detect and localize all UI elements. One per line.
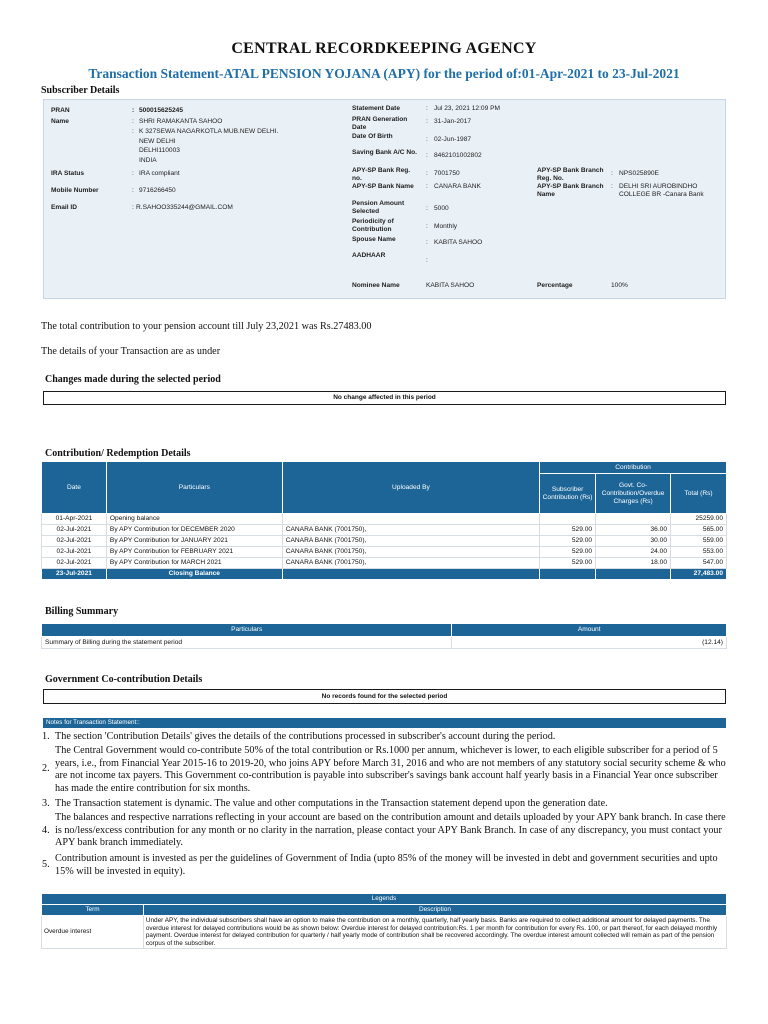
transaction-row bbox=[42, 536, 727, 547]
txn-govt-amount bbox=[596, 514, 671, 525]
billing-col-amount: Amount bbox=[452, 624, 727, 637]
col-uploaded-by: Uploaded By bbox=[282, 462, 539, 514]
pension-amount-value: 5000 bbox=[434, 205, 449, 212]
colon: : bbox=[132, 170, 134, 177]
note-number: 4. bbox=[42, 825, 50, 836]
txn-subscriber-amount: 529.00 bbox=[540, 558, 596, 569]
txn-particulars: Opening balance bbox=[106, 514, 282, 525]
legends-col-description: Description bbox=[143, 905, 726, 916]
pran-value: 500015625245 bbox=[139, 107, 184, 114]
percentage-label: Percentage bbox=[537, 282, 573, 289]
closing-date: 23-Jul-2021 bbox=[42, 569, 107, 580]
total-contribution-text: The total contribution to your pension account till July 23,2021 was Rs.27483.00 bbox=[41, 321, 372, 332]
aadhaar-label: AADHAAR bbox=[352, 252, 386, 259]
saving-account-value: 8462101002802 bbox=[434, 152, 482, 159]
closing-balance-row bbox=[42, 569, 727, 580]
txn-date: 02-Jul-2021 bbox=[42, 547, 107, 558]
dob-label: Date Of Birth bbox=[352, 133, 393, 140]
nominee-label: Nominee Name bbox=[352, 282, 400, 289]
txn-uploaded-by: CANARA BANK (7001750), bbox=[282, 525, 539, 536]
legend-description: Under APY, the individual subscribers shall have an option to make the contribution on a monthly, quarterly, half yearly basis. Banks are required to collect additional amount for delayed payments. The overdue interest for delayed contributions would be as shown below: Overdue interest for delayed contribution:Rs. 1 per month for contribution for every Rs. 100, or part thereof, for each delayed monthly payment. Overdue interest for delayed contribution for quarterly / half yearly mode of contribution shall be recovered accordingly. The overdue interest amount collected will remain as part of the pension corpus of the subscriber. bbox=[143, 916, 726, 949]
branch-reg-label: APY-SP Bank Branch Reg. No. bbox=[537, 167, 604, 182]
colon: : bbox=[426, 239, 428, 246]
ira-value: IRA compliant bbox=[139, 170, 180, 177]
note-text: The section 'Contribution Details' gives the details of the contributions processed in subscriber's account during the period. bbox=[55, 731, 556, 742]
note-text: The Transaction statement is dynamic. The value and other computations in the Transaction statement depend upon the generation date. bbox=[55, 798, 608, 809]
col-total: Total (Rs) bbox=[671, 474, 727, 514]
colon: : bbox=[132, 128, 134, 135]
email-value: R.SAHOO335244@GMAIL.COM bbox=[136, 204, 233, 211]
txn-subscriber-amount: 529.00 bbox=[540, 536, 596, 547]
txn-uploaded-by: CANARA BANK (7001750), bbox=[282, 536, 539, 547]
col-contribution-group: Contribution bbox=[540, 462, 727, 474]
address-line3: DELHI110003 bbox=[139, 147, 180, 154]
legends-col-term: Term bbox=[42, 905, 144, 916]
colon: : bbox=[426, 257, 428, 264]
col-particulars: Particulars bbox=[106, 462, 282, 514]
legends-title: Legends bbox=[42, 894, 727, 905]
txn-particulars: By APY Contribution for DECEMBER 2020 bbox=[106, 525, 282, 536]
colon: : bbox=[611, 170, 613, 177]
txn-govt-amount: 36.00 bbox=[596, 525, 671, 536]
colon: : bbox=[426, 170, 428, 177]
notes-bar: Notes for Transaction Statement:: bbox=[43, 718, 726, 728]
txn-govt-amount: 24.00 bbox=[596, 547, 671, 558]
txn-total: 547.00 bbox=[671, 558, 727, 569]
colon: : bbox=[611, 183, 613, 190]
contribution-heading: Contribution/ Redemption Details bbox=[45, 448, 191, 459]
colon: : bbox=[426, 205, 428, 212]
saving-account-label: Saving Bank A/C No. bbox=[352, 149, 417, 156]
txn-total: 553.00 bbox=[671, 547, 727, 558]
txn-date: 02-Jul-2021 bbox=[42, 525, 107, 536]
govt-no-records-message: No records found for the selected period bbox=[43, 689, 726, 704]
branch-name-value-2: COLLEGE BR -Canara Bank bbox=[619, 191, 704, 198]
pran-label: PRAN bbox=[51, 107, 70, 114]
dob-value: 02-Jun-1987 bbox=[434, 136, 472, 143]
colon: : bbox=[426, 105, 428, 112]
txn-particulars: By APY Contribution for JANUARY 2021 bbox=[106, 536, 282, 547]
apy-reg-label: APY-SP Bank Reg. no. bbox=[352, 167, 411, 182]
txn-particulars: By APY Contribution for MARCH 2021 bbox=[106, 558, 282, 569]
col-subscriber: Subscriber Contribution (Rs) bbox=[540, 474, 596, 514]
name-label: Name bbox=[51, 118, 69, 125]
email-label: Email ID bbox=[51, 204, 78, 211]
colon: : bbox=[132, 107, 135, 114]
transaction-row bbox=[42, 558, 727, 569]
apy-bank-name-label: APY-SP Bank Name bbox=[352, 183, 414, 190]
pran-generation-value: 31-Jan-2017 bbox=[434, 118, 472, 125]
txn-subscriber-amount: 529.00 bbox=[540, 547, 596, 558]
colon: : bbox=[426, 136, 428, 143]
colon: : bbox=[426, 223, 428, 230]
transaction-intro-text: The details of your Transaction are as under bbox=[41, 346, 221, 357]
transaction-row bbox=[42, 547, 727, 558]
mobile-label: Mobile Number bbox=[51, 187, 99, 194]
note-text: The balances and respective narrations reflecting in your account are based on the contribution amount and details uploaded by your APY bank branch. In case there is no/less/excess contribution for any month or no clarity in the narration, please contact your APY Bank Branch. In case of any discrepancy, you must contact your APY bank branch immediately. bbox=[55, 812, 726, 848]
txn-date: 02-Jul-2021 bbox=[42, 536, 107, 547]
txn-date: 01-Apr-2021 bbox=[42, 514, 107, 525]
note-text: Contribution amount is invested as per the guidelines of Government of India (upto 85% of the money will be invested in debt and government securities and upto 15% will be invested in equity). bbox=[55, 853, 718, 877]
txn-particulars: By APY Contribution for FEBRUARY 2021 bbox=[106, 547, 282, 558]
note-number: 1. bbox=[42, 731, 50, 742]
txn-uploaded-by: CANARA BANK (7001750), bbox=[282, 558, 539, 569]
billing-row-amount: (12.14) bbox=[452, 637, 727, 649]
pran-generation-label: PRAN Generation Date bbox=[352, 116, 408, 131]
txn-total: 565.00 bbox=[671, 525, 727, 536]
transaction-row bbox=[42, 525, 727, 536]
address-line1: K 327SEWA NAGARKOTLA MUB.NEW DELHI. bbox=[139, 128, 279, 135]
pension-amount-label: Pension Amount Selected bbox=[352, 200, 405, 215]
txn-govt-amount: 30.00 bbox=[596, 536, 671, 547]
agency-title: CENTRAL RECORDKEEPING AGENCY bbox=[231, 40, 537, 57]
colon: : bbox=[426, 118, 428, 125]
closing-label: Closing Balance bbox=[106, 569, 282, 580]
spouse-value: KABITA SAHOO bbox=[434, 239, 483, 246]
periodicity-label: Periodicity of Contribution bbox=[352, 218, 394, 233]
note-number: 2. bbox=[42, 763, 50, 774]
statement-title: Transaction Statement-ATAL PENSION YOJANA (APY) for the period of:01-Apr-2021 to 23-Jul-2021 bbox=[88, 66, 680, 81]
transaction-row bbox=[42, 514, 727, 525]
colon: : bbox=[426, 183, 428, 190]
nominee-value: KABITA SAHOO bbox=[426, 282, 475, 289]
note-text: The Central Government would co-contribute 50% of the total contribution or Rs.1000 per annum, whichever is lower, to each eligible subscriber for a period of 5 years, i.e., from Financial Year 2015-16 to 2019-20, who joins APY before March 31, 2016 and who are not members of any statutory social security scheme & who are not income tax payers. This Government co-contribution is payable into subscriber's savings bank account half yearly basis in a Financial Year once subscriber has made the entire contribution for six months. bbox=[55, 745, 726, 794]
txn-uploaded-by: CANARA BANK (7001750), bbox=[282, 547, 539, 558]
percentage-value: 100% bbox=[611, 282, 628, 289]
billing-col-particulars: Particulars bbox=[42, 624, 452, 637]
colon: : bbox=[132, 187, 134, 194]
txn-subscriber-amount bbox=[540, 514, 596, 525]
subscriber-details-heading: Subscriber Details bbox=[41, 85, 120, 96]
name-value: SHRI RAMAKANTA SAHOO bbox=[139, 118, 223, 125]
apy-reg-value: 7001750 bbox=[434, 170, 460, 177]
legends-table bbox=[41, 893, 727, 949]
branch-name-label: APY-SP Bank Branch Name bbox=[537, 183, 604, 198]
note-number: 3. bbox=[42, 798, 50, 809]
ira-label: IRA Status bbox=[51, 170, 85, 177]
address-line4: INDIA bbox=[139, 157, 157, 164]
colon: : bbox=[426, 152, 428, 159]
billing-row-label: Summary of Billing during the statement period bbox=[42, 637, 452, 649]
txn-uploaded-by bbox=[282, 514, 539, 525]
mobile-value: 9716266450 bbox=[139, 187, 176, 194]
txn-total: 559.00 bbox=[671, 536, 727, 547]
colon: : bbox=[132, 204, 134, 211]
spouse-label: Spouse Name bbox=[352, 236, 396, 243]
govt-cocontribution-heading: Government Co-contribution Details bbox=[45, 674, 203, 685]
periodicity-value: Monthly bbox=[434, 223, 458, 230]
legend-term: Overdue interest bbox=[42, 916, 144, 949]
col-date: Date bbox=[42, 462, 107, 514]
closing-total: 27,483.00 bbox=[671, 569, 727, 580]
statement-date-label: Statement Date bbox=[352, 105, 401, 112]
address-line2: NEW DELHI bbox=[139, 138, 176, 145]
branch-name-value-1: DELHI SRI AUROBINDHO bbox=[619, 183, 698, 190]
col-govt: Govt. Co-Contribution/Overdue Charges (Rs) bbox=[596, 474, 671, 514]
colon: : bbox=[132, 118, 134, 125]
txn-subscriber-amount: 529.00 bbox=[540, 525, 596, 536]
changes-heading: Changes made during the selected period bbox=[45, 374, 221, 385]
txn-total: 25259.00 bbox=[671, 514, 727, 525]
txn-date: 02-Jul-2021 bbox=[42, 558, 107, 569]
billing-table bbox=[41, 623, 727, 649]
no-change-message: No change affected in this period bbox=[43, 391, 726, 405]
contribution-table bbox=[41, 461, 727, 580]
txn-govt-amount: 18.00 bbox=[596, 558, 671, 569]
branch-reg-value: NPS025890E bbox=[619, 170, 659, 177]
billing-heading: Billing Summary bbox=[45, 606, 119, 617]
statement-date-value: Jul 23, 2021 12:09 PM bbox=[434, 105, 500, 112]
note-number: 5. bbox=[42, 859, 50, 870]
apy-bank-name-value: CANARA BANK bbox=[434, 183, 481, 190]
